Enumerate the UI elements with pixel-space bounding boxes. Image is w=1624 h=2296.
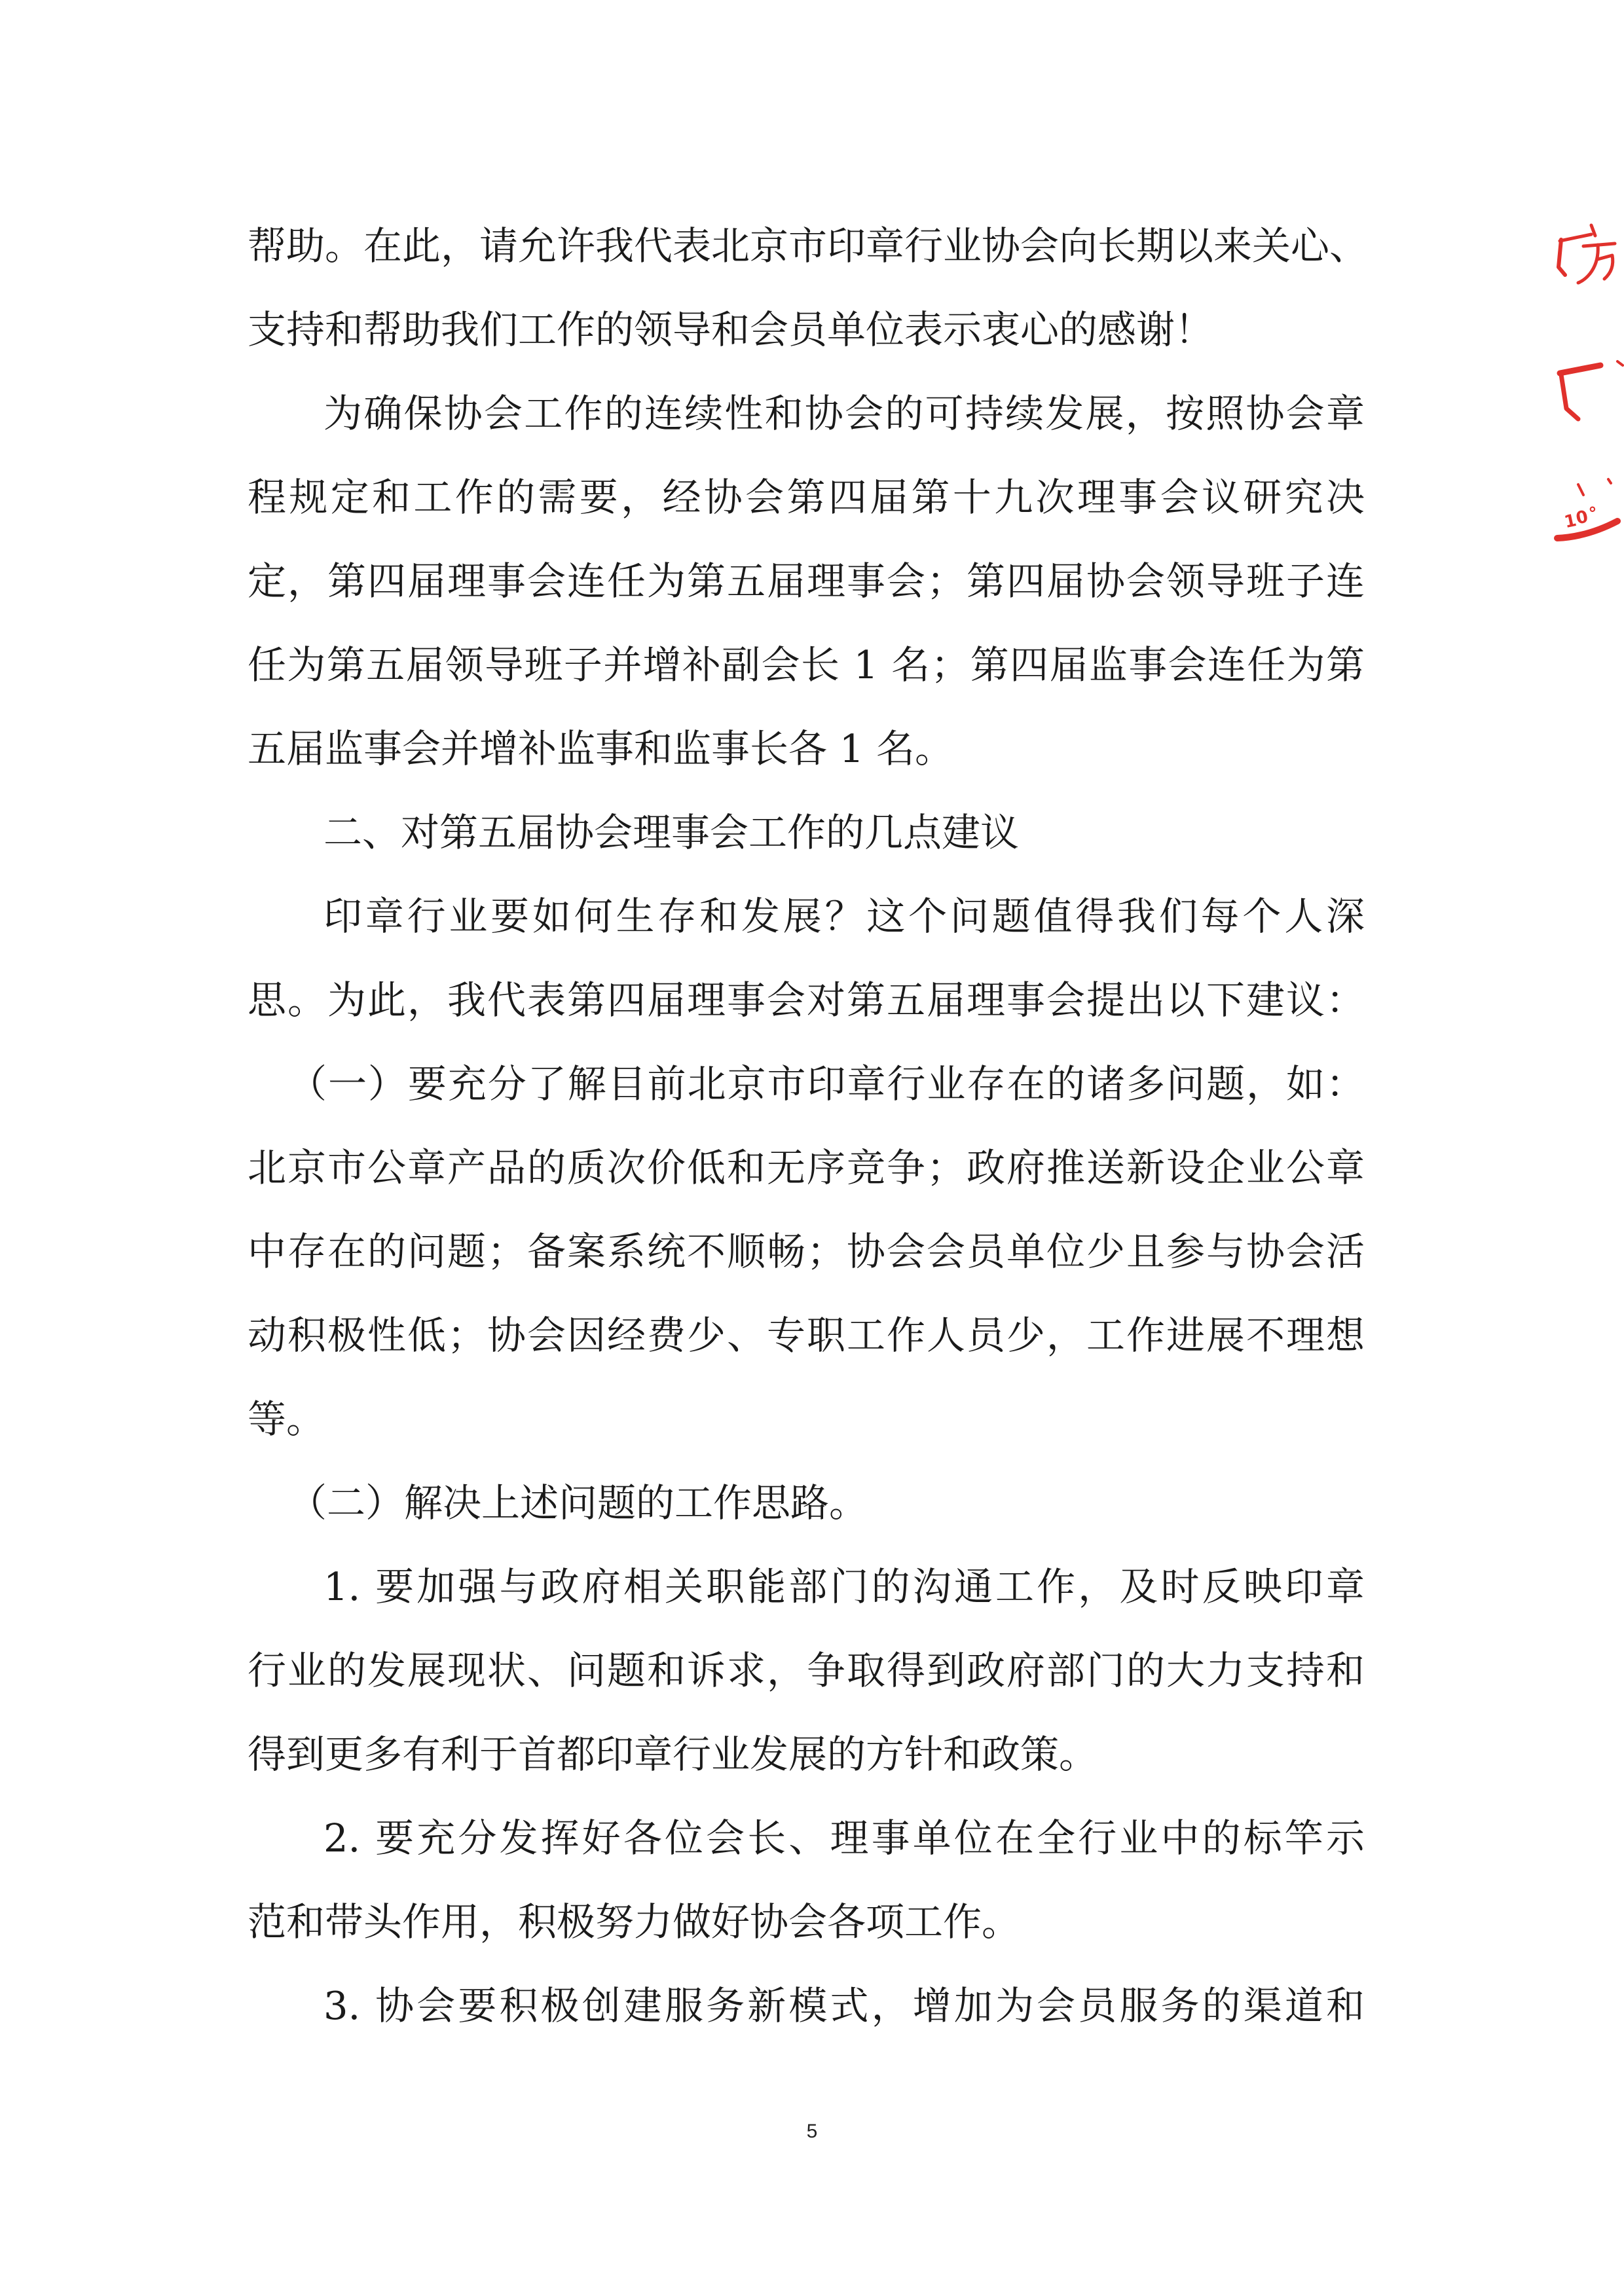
text-line-12: 北京市公章产品的质次价低和无序竞争；政府推送新设企业公章 [248,1145,1365,1190]
seal-stamp-icon [1552,210,1624,576]
page-number: 5 [806,2121,818,2142]
text-line-6: 任为第五届领导班子并增补副会长 1 名；第四届监事会连任为第 [248,642,1365,687]
text-line-14: 动积极性低；协会因经费少、专职工作人员少，工作进展不理想 [248,1313,1365,1358]
svg-text:°: ° [1587,503,1600,524]
text-line-2: 支持和帮助我们工作的领导和会员单位表示衷心的感谢！ [248,307,1214,352]
text-line-19: 得到更多有利于首都印章行业发展的方针和政策。 [248,1732,1098,1777]
text-line-5: 定，第四届理事会连任为第五届理事会；第四届协会领导班子连 [248,558,1365,604]
subsection-line: （一）要充分了解目前北京市印章行业存在的诸多问题，如： [288,1061,1365,1106]
text-line-4: 程规定和工作的需要，经协会第四届第十九次理事会议研究决 [248,475,1365,520]
svg-text:1: 1 [1562,511,1579,533]
paragraph-start-line: 印章行业要如何生存和发展？这个问题值得我们每个人深 [323,894,1365,939]
text-line-18: 行业的发展现状、问题和诉求，争取得到政府部门的大力支持和 [248,1648,1365,1693]
text-line-1: 帮助。在此，请允许我代表北京市印章行业协会向长期以来关心、 [248,223,1369,268]
list-item-1: 1. 要加强与政府相关职能部门的沟通工作，及时反映印章 [323,1564,1365,1609]
svg-text:0: 0 [1574,507,1590,529]
text-line-7: 五届监事会并增补监事和监事长各 1 名。 [248,726,954,771]
text-line-21: 范和带头作用，积极努力做好协会各项工作。 [248,1899,1021,1944]
list-item-3: 3. 协会要积极创建服务新模式，增加为会员服务的渠道和 [323,1983,1365,2028]
list-item-2: 2. 要充分发挥好各位会长、理事单位在全行业中的标竿示 [323,1815,1365,1861]
text-line-10: 思。为此，我代表第四届理事会对第五届理事会提出以下建议： [248,977,1365,1023]
subsection-heading: （二）解决上述问题的工作思路。 [288,1480,868,1525]
text-line-13: 中存在的问题；备案系统不顺畅；协会会员单位少且参与协会活 [248,1229,1365,1274]
section-heading: 二、对第五届协会理事会工作的几点建议 [323,810,1020,855]
text-line-15: 等。 [248,1396,325,1442]
paragraph-start-line: 为确保协会工作的连续性和协会的可持续发展，按照协会章 [323,391,1365,436]
